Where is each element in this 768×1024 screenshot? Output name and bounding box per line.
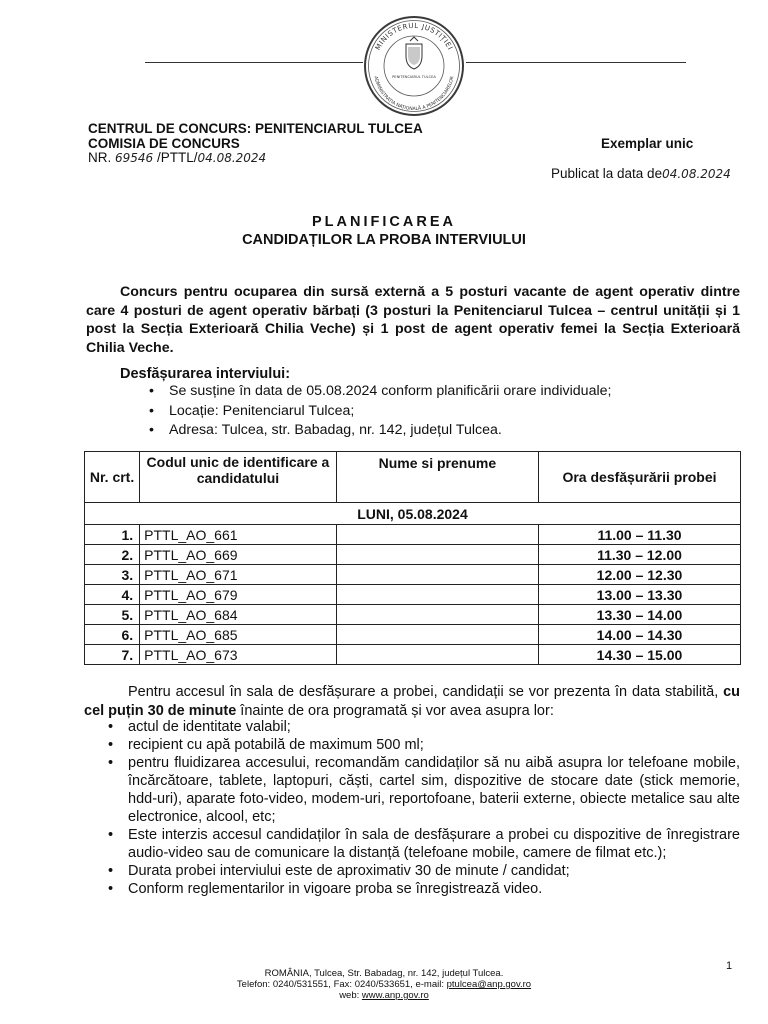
interview-address-item: • Adresa: Tulcea, str. Babadag, nr. 142, județul Tulcea. bbox=[145, 421, 611, 441]
header-rule-left bbox=[145, 62, 363, 63]
table-row bbox=[85, 565, 741, 585]
table-row bbox=[85, 625, 741, 645]
row-nume bbox=[336, 565, 538, 585]
day-row bbox=[85, 503, 741, 525]
svg-text:MINISTERUL JUSTIȚIEI: MINISTERUL JUSTIȚIEI bbox=[373, 21, 455, 52]
rule-item: • pentru fluidizarea accesului, recomandăm candidaților să nu aibă asupra lor telefoane mobile, încărcătoare, tablete, laptopuri, căști, cartel sim, dispozitive de stocare date (stick memorie, hdd-uri), aparate foto-video, modem-uri, reportofoane, baterii externe, obiecte metalice sau alte electronice, alcool, etc; bbox=[104, 754, 740, 826]
publicat-date-handwritten: 04.08.2024 bbox=[662, 167, 731, 181]
document-subtitle: CANDIDAȚILOR LA PROBA INTERVIULUI bbox=[242, 232, 526, 248]
access-instructions bbox=[84, 683, 740, 720]
row-ora: 12.00 – 12.30 bbox=[539, 565, 741, 585]
footer-email-link[interactable]: ptulcea@anp.gov.ro bbox=[446, 979, 532, 990]
page-number: 1 bbox=[726, 960, 733, 972]
row-cod: PTTL_AO_684 bbox=[140, 605, 337, 625]
row-nume bbox=[336, 585, 538, 605]
header-cod: Codul unic de identificare a candidatului bbox=[140, 452, 337, 503]
row-ora: 11.30 – 12.00 bbox=[539, 545, 741, 565]
footer-phone-fax: Telefon: 0240/531551, Fax: 0240/533651, e-mail: bbox=[236, 979, 447, 990]
table-header-row bbox=[85, 452, 741, 503]
center-name: CENTRUL DE CONCURS: PENITENCIARUL TULCEA bbox=[88, 121, 423, 136]
row-nume bbox=[336, 525, 538, 545]
access-bold: cu cel puțin 30 de minute bbox=[84, 684, 740, 719]
document-title: PLANIFICAREA bbox=[312, 214, 456, 230]
row-nume bbox=[336, 605, 538, 625]
header-nr: Nr. crt. bbox=[85, 452, 140, 503]
footer-web-link[interactable]: www.anp.gov.ro bbox=[361, 990, 429, 1001]
nr-mid: /PTTL/ bbox=[156, 150, 198, 165]
svg-text:ADMINISTRAȚIA NAȚIONALĂ A PENI: ADMINISTRAȚIA NAȚIONALĂ A PENITENCIARELOR bbox=[372, 75, 456, 113]
table-row bbox=[85, 605, 741, 625]
interview-location-item: • Locație: Penitenciarul Tulcea; bbox=[145, 402, 611, 422]
row-cod: PTTL_AO_669 bbox=[140, 545, 337, 565]
row-nume bbox=[336, 645, 538, 665]
footer-web bbox=[0, 990, 768, 1001]
official-seal-stamp bbox=[362, 14, 466, 118]
row-nr: 1. bbox=[85, 525, 140, 545]
commission-name: COMISIA DE CONCURS bbox=[88, 136, 240, 151]
row-nr: 5. bbox=[85, 605, 140, 625]
row-nume bbox=[336, 545, 538, 565]
row-cod: PTTL_AO_671 bbox=[140, 565, 337, 585]
row-ora: 13.00 – 13.30 bbox=[539, 585, 741, 605]
footer-web-label: web: bbox=[339, 990, 362, 1001]
rule-item: • actul de identitate valabil; bbox=[104, 718, 740, 736]
rule-item: • Este interzis accesul candidaților în sala de desfășurare a probei cu dispozitive de înregistrare audio-video sau de comunicare la distanță (telefoane mobile, camere de filmat etc.); bbox=[104, 826, 740, 862]
publication-date bbox=[551, 166, 731, 181]
header-rule-right bbox=[466, 62, 686, 63]
table-row bbox=[85, 545, 741, 565]
access-tail: înainte de ora programată și vor avea asupra lor: bbox=[236, 702, 554, 719]
interview-schedule-table bbox=[84, 451, 741, 665]
row-ora: 11.00 – 11.30 bbox=[539, 525, 741, 545]
exemplar-label: Exemplar unic bbox=[601, 136, 694, 151]
row-nume bbox=[336, 625, 538, 645]
day-label: LUNI, 05.08.2024 bbox=[85, 503, 741, 525]
header-nume: Nume si prenume bbox=[336, 452, 538, 503]
rule-item: • Conform reglementarilor in vigoare proba se înregistrează video. bbox=[104, 880, 740, 898]
footer-contact bbox=[0, 979, 768, 990]
access-lead: Pentru accesul în sala de desfășurare a probei, candidații se vor prezenta în data stabilită, bbox=[128, 684, 724, 700]
competition-description: Concurs pentru ocuparea din sursă externă a 5 posturi vacante de agent operativ dintre care 4 posturi de agent operativ bărbați (3 posturi la Penitenciarul Tulcea – centrul unității și 1 post la Secția Exterioară Chilia Veche) și 1 post de agent operativ femei la Secția Exterioară Chilia Veche. bbox=[86, 284, 740, 356]
rule-item: • Durata probei interviului este de aproximativ 30 de minute / candidat; bbox=[104, 862, 740, 880]
access-rules-list bbox=[104, 718, 740, 898]
row-ora: 13.30 – 14.00 bbox=[539, 605, 741, 625]
row-nr: 7. bbox=[85, 645, 140, 665]
row-cod: PTTL_AO_679 bbox=[140, 585, 337, 605]
row-nr: 6. bbox=[85, 625, 140, 645]
table-row bbox=[85, 525, 741, 545]
footer-address: ROMÂNIA, Tulcea, Str. Babadag, nr. 142, județul Tulcea. bbox=[264, 968, 504, 979]
rule-item: • recipient cu apă potabilă de maximum 500 ml; bbox=[104, 736, 740, 754]
row-nr: 2. bbox=[85, 545, 140, 565]
row-nr: 3. bbox=[85, 565, 140, 585]
row-nr: 4. bbox=[85, 585, 140, 605]
nr-handwritten: 69546 bbox=[115, 151, 154, 165]
interview-details-list bbox=[145, 382, 611, 441]
table-row bbox=[85, 645, 741, 665]
svg-text:PENITENCIARUL TULCEA: PENITENCIARUL TULCEA bbox=[392, 75, 436, 79]
interview-date-item: • Se susține în data de 05.08.2024 conform planificării orare individuale; bbox=[145, 382, 611, 402]
registration-number bbox=[88, 150, 266, 165]
row-cod: PTTL_AO_673 bbox=[140, 645, 337, 665]
row-cod: PTTL_AO_661 bbox=[140, 525, 337, 545]
row-ora: 14.00 – 14.30 bbox=[539, 625, 741, 645]
interview-section-title: Desfășurarea interviului: bbox=[120, 366, 291, 382]
nr-date-handwritten: 04.08.2024 bbox=[197, 151, 267, 165]
publicat-label: Publicat la data de bbox=[551, 166, 663, 181]
row-ora: 14.30 – 15.00 bbox=[539, 645, 741, 665]
header-ora: Ora desfășurării probei bbox=[539, 452, 741, 503]
row-cod: PTTL_AO_685 bbox=[140, 625, 337, 645]
nr-prefix: NR. bbox=[88, 150, 112, 165]
table-row bbox=[85, 585, 741, 605]
